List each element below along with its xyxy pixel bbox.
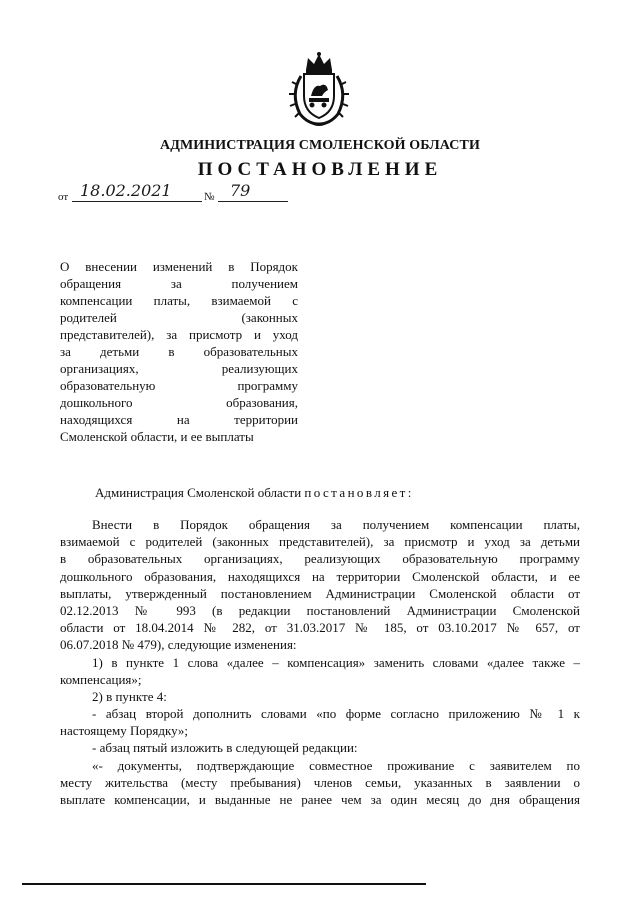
intro-decree-word: постановляет: <box>304 485 414 500</box>
subject-line: родителей (законных <box>60 310 298 325</box>
body-line: Внести в Порядок обращения за получением компенсации платы, <box>92 517 580 532</box>
subject-line: образовательную программу <box>60 378 298 393</box>
body-line: дошкольного образования, находящихся на территории Смоленской области, и ее <box>60 568 580 584</box>
body-line: - абзац второй дополнить словами «по форме согласно приложению № 1 к <box>92 706 580 722</box>
body-line: в образовательных организациях, реализующих образовательную программу <box>60 551 580 567</box>
subject-line: компенсации платы, взимаемой с <box>60 293 298 308</box>
subject-line: Смоленской области, и ее выплаты <box>60 429 254 444</box>
body-line: 06.07.2018 № 479), следующие изменения: <box>60 637 297 653</box>
organization-name: АДМИНИСТРАЦИЯ СМОЛЕНСКОЙ ОБЛАСТИ <box>160 138 480 153</box>
subject-block <box>60 258 298 445</box>
date-underline <box>72 201 202 202</box>
body-text <box>60 516 580 808</box>
body-line: области от 18.04.2014 № 282, от 31.03.2017 № 185, от 03.10.2017 № 657, от <box>60 620 580 636</box>
body-line: компенсация»; <box>60 671 142 687</box>
body-line: настоящему Порядку»; <box>60 723 189 739</box>
intro-text: Администрация Смоленской области <box>95 485 302 500</box>
number-underline <box>218 201 288 202</box>
body-line: 02.12.2013 № 993 (в редакции постановлений Администрации Смоленской <box>60 602 580 618</box>
body-line: - абзац пятый изложить в следующей редакции: <box>92 740 358 756</box>
body-line: 1) в пункте 1 слова «далее – компенсация» заменить словами «далее также – <box>92 654 580 670</box>
subject-line: О внесении изменений в Порядок <box>60 259 298 274</box>
subject-line: за детьми в образовательных <box>60 344 298 359</box>
subject-line: находящихся на территории <box>60 412 298 427</box>
number-prefix: № <box>204 191 215 203</box>
subject-line: представителей), за присмотр и уход <box>60 327 298 342</box>
subject-line: обращения за получением <box>60 276 298 291</box>
body-line: взимаемой с родителей (законных представителей), за присмотр и уход за детьми <box>60 534 580 550</box>
footer-rule <box>22 883 426 885</box>
body-line: месту жительства (месту пребывания) членов семьи, указанных в заявлении о <box>60 774 580 790</box>
date-number-line <box>58 181 298 205</box>
intro-line <box>95 484 595 501</box>
body-line: выплате компенсации, и выданные не ранее чем за один месяц до дня обращения <box>60 792 580 807</box>
subject-line: организациях, реализующих <box>60 361 298 376</box>
document-type-title: ПОСТАНОВЛЕНИЕ <box>197 159 443 180</box>
date-value: 18.02.2021 <box>80 181 172 200</box>
body-line: 2) в пункте 4: <box>92 688 167 704</box>
number-value: 79 <box>230 181 251 200</box>
subject-line: дошкольного образования, <box>60 395 298 410</box>
body-line: выплаты, утвержденный постановлением Администрации Смоленской области от <box>60 585 580 601</box>
date-prefix: от <box>58 191 69 203</box>
coat-of-arms-emblem <box>284 50 354 128</box>
body-line: «- документы, подтверждающие совместное проживание с заявителем по <box>92 757 580 773</box>
